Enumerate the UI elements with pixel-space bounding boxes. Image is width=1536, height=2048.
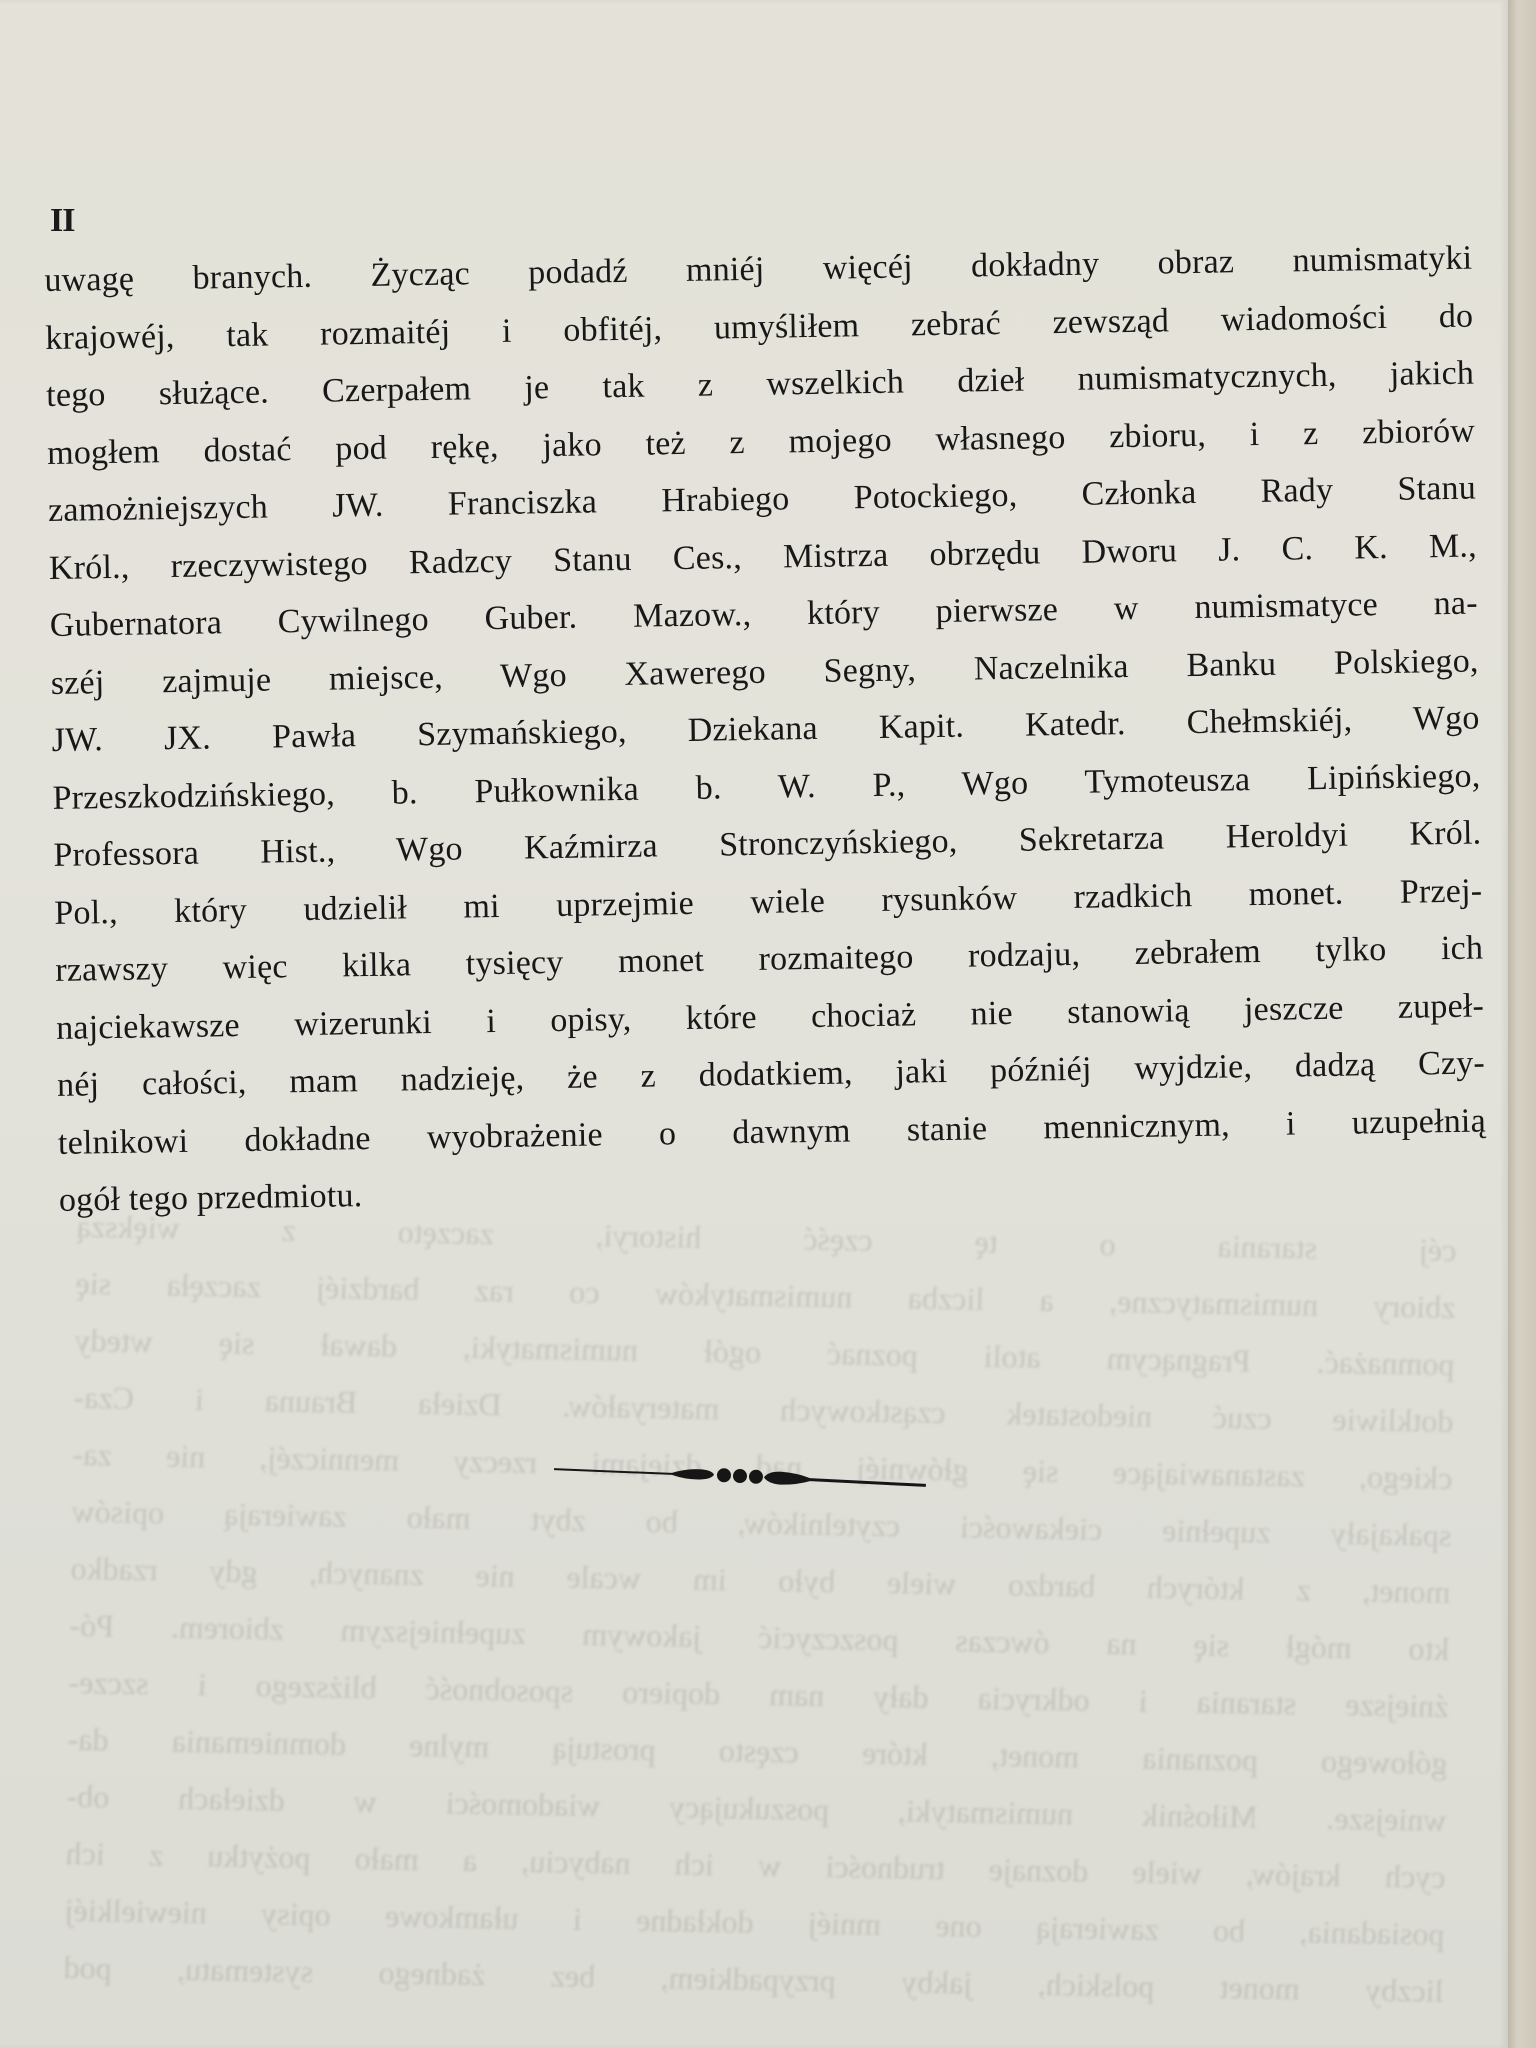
- bleed-through-line: pomnażać. Pragnącym atoli poznać ogół numismatyki, dawał się wtedy: [74, 1321, 1455, 1383]
- bleed-through-text: [63, 1198, 1457, 2020]
- text-line: széj zajmuje miejsce, Wgo Xawerego Segny, Naczelnika Banku Polskiego,: [50, 642, 1479, 702]
- bleed-through-line: posiadania, bo zawierają one mniéj dokładne i ułamkowe opisy niewielkiéj: [64, 1891, 1445, 1952]
- text-line: telnikowi dokładne wyobrażenie o dawnym stanie mennicznym, i uzupełnią: [57, 1101, 1487, 1162]
- text-line: Przeszkodzińskiego, b. Pułkownika b. W. P., Wgo Tymoteusza Lipińskiego,: [52, 757, 1481, 817]
- text-line: JW. JX. Pawła Szymańskiego, Dziekana Kapit. Katedr. Chełmskiéj, Wgo: [51, 699, 1480, 759]
- adjacent-page-edge: [1508, 0, 1536, 2048]
- text-line: Gubernatora Cywilnego Guber. Mazow., który pierwsze w numismatyce na-: [49, 584, 1478, 644]
- text-line: rzawszy więc kilka tysięcy monet rozmaitego rodzaju, zebrałem tylko ich: [54, 929, 1484, 989]
- bleed-through-line: monet, z których bardzo wiele było im wcale nie znanych, gdy rzadko: [70, 1549, 1451, 1611]
- text-line: krajowéj, tak rozmaitéj i obfitéj, umyśliłem zebrać zewsząd wiadomości do: [45, 297, 1474, 357]
- bleed-through-line: ckiego, zastanawiające się główniéj nad dziejami rzeczy menniczéj, nie za-: [72, 1435, 1453, 1497]
- text-line: mogłem dostać pod rękę, jako też z mojego własnego zbioru, i z zbiorów: [46, 412, 1476, 472]
- text-line: zamożniejszych JW. Franciszka Hrabiego Potockiego, Członka Rady Stanu: [47, 469, 1477, 529]
- bleed-through-line: cych krajów, wiele doznaje trudności w ich nabyciu, a mało pożytku z ich: [65, 1834, 1446, 1896]
- bleed-through-line: kto mógł się na ówczas poszczycić jakowym zupełniejszym zbiorem. Pó-: [69, 1606, 1450, 1668]
- text-line: uwagę branych. Życząc podadź mniéj więcéj dokładny obraz numismatyki: [44, 239, 1473, 299]
- text-line: tego służące. Czerpałem je tak z wszelkich dzieł numismatycznych, jakich: [45, 354, 1475, 414]
- text-line: Professora Hist., Wgo Kaźmirza Stronczyńskiego, Sekretarza Heroldyi Król.: [53, 814, 1482, 874]
- bleed-through-line: wniejsze. Miłośnik numismatyki, poszukujący wiadomości w dziełach ob-: [66, 1777, 1447, 1839]
- bleed-through-line: dotkliwie czuć niedostatek cząstkowych materyałów. Dzieła Brauna i Cza-: [73, 1378, 1454, 1440]
- bleed-through-line: zbiory numismatyczne, a liczba numismatyków co raz bardziéj zaczęła się: [75, 1265, 1456, 1326]
- decorative-rule-icon: [552, 1460, 928, 1490]
- text-line: Pol., który udzielił mi uprzejmie wiele rysunków rzadkich monet. Przej-: [54, 871, 1483, 932]
- text-line: najciekawsze wizerunki i opisy, które chociaż nie stanowią jeszcze zupeł-: [55, 986, 1485, 1047]
- bleed-through-line: spakajały zupełnie ciekawości czytelników, bo zbyt mało zawierają opisów: [71, 1492, 1452, 1554]
- bleed-through-line: liczby monet polskich, jakby przypadkiem, bez żadnego systematu, pod: [63, 1948, 1444, 2009]
- text-line: néj całości, mam nadzieję, że z dodatkiem, jaki późniéj wyjdzie, dadzą Czy-: [56, 1044, 1486, 1104]
- page-number: II: [50, 202, 75, 239]
- bleed-through-line: źniejsze starania i odkrycia dały nam dopiero sposobność bliższego i szcze-: [68, 1663, 1449, 1725]
- body-paragraph: [44, 230, 1487, 1230]
- bleed-through-line: gółowego poznania monet, które często prostują mylne domniemania da-: [67, 1720, 1448, 1782]
- bleed-through-line: céj starania o tę część historyi, zaczęto z większą: [76, 1208, 1457, 1269]
- text-line: Król., rzeczywistego Radzcy Stanu Ces., Mistrza obrzędu Dworu J. C. K. M.,: [48, 527, 1478, 587]
- text-line-last: ogół tego przedmiotu.: [58, 1177, 363, 1219]
